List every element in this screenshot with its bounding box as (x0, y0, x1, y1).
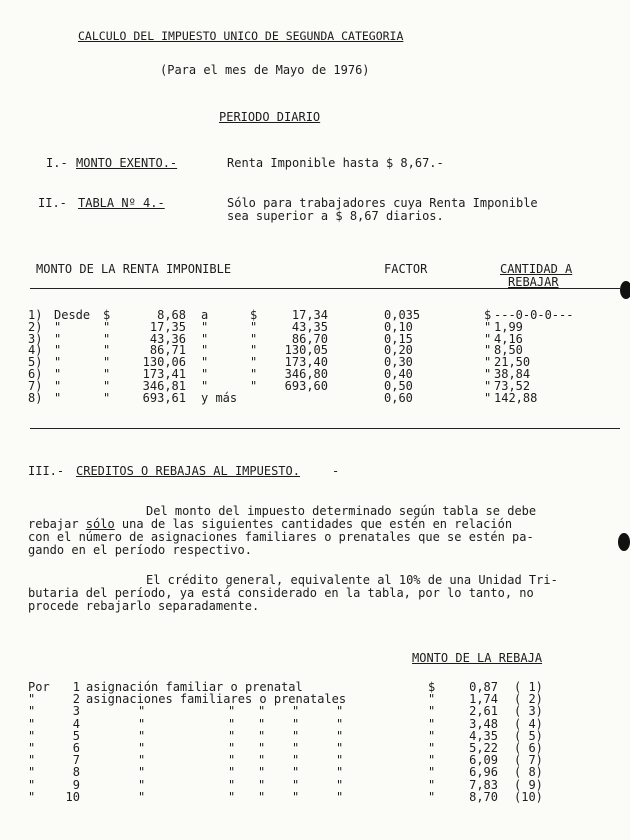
tax-cell-from: 693,61 (142, 390, 186, 405)
tax-cell-from: 346,81 (142, 378, 186, 393)
rebaja-cell-ref: (10) (514, 789, 543, 804)
rebaja-cell-ditto: " (258, 728, 266, 743)
tax-cell-num: 5) (28, 355, 43, 370)
rebaja-cell-ditto: " (292, 716, 300, 731)
tax-cell-rebaja: 1,99 (494, 319, 523, 334)
tax-cell-a: " (201, 355, 209, 370)
rebaja-cell-amount: 6,96 (469, 765, 498, 780)
rebaja-cell-ditto: " (228, 728, 236, 743)
section1-number: I.- (46, 156, 68, 170)
tax-cell-a: a (201, 308, 209, 322)
rebaja-cell-currency: " (428, 716, 436, 731)
tax-cell-cur2: $ (250, 308, 258, 322)
tax-cell-a: " (201, 367, 209, 381)
rebaja-cell-ditto: " (292, 753, 300, 768)
tax-cell-factor: 0,10 (384, 319, 413, 334)
rebaja-cell-ditto: " (336, 777, 344, 792)
rebaja-cell-amount: 8,70 (469, 789, 498, 804)
rebaja-cell-por: " (28, 777, 36, 792)
rebaja-cell-por: " (28, 789, 36, 804)
rebaja-cell-ref: ( 4) (514, 716, 543, 731)
tax-cell-rebaja: 142,88 (494, 390, 538, 405)
rebaja-cell-ditto: " (258, 789, 266, 804)
rebaja-cell-ditto: " (258, 777, 266, 792)
table-bottom-rule (30, 428, 620, 429)
tax-cell-to: 86,70 (291, 331, 328, 346)
tax-cell-cur3: " (484, 390, 492, 405)
rebaja-cell-ditto: " (138, 753, 146, 768)
rebaja-cell-number: 6 (72, 741, 80, 755)
rebaja-cell-ditto: " (138, 728, 146, 743)
tax-cell-num: 2) (28, 319, 43, 334)
rebaja-cell-currency: " (428, 789, 436, 804)
tax-cell-desde: " (54, 343, 62, 358)
tax-cell-to: 17,34 (291, 308, 328, 322)
tax-cell-cur3: " (484, 319, 492, 334)
rebaja-cell-ditto: " (228, 753, 236, 768)
rebaja-cell-ditto: " (138, 716, 146, 731)
rebaja-cell-ditto: " (228, 704, 236, 719)
tax-cell-cur3: " (484, 343, 492, 358)
rebaja-cell-ditto: " (292, 728, 300, 743)
tax-cell-cur2: " (250, 355, 258, 370)
tax-cell-to: 346,80 (284, 367, 328, 381)
tax-cell-cur1: $ (103, 308, 111, 322)
rebaja-cell-ditto: " (336, 704, 344, 719)
section3-suffix: - (332, 464, 340, 478)
rebaja-cell-ref: ( 8) (514, 765, 543, 780)
table-header-rule (30, 288, 620, 289)
rebaja-cell-amount: 3,48 (469, 716, 498, 731)
tax-cell-num: 3) (28, 331, 43, 346)
section2-label: TABLA Nº 4.- (78, 196, 165, 210)
rebaja-cell-ditto: " (292, 765, 300, 780)
rebaja-cell-number: 3 (72, 704, 80, 719)
rebaja-cell-ditto: " (138, 765, 146, 780)
rebaja-cell-ditto: " (138, 741, 146, 755)
rebaja-cell-currency: " (428, 741, 436, 755)
rebaja-cell-number: 2 (72, 692, 80, 707)
rebaja-cell-ditto: " (336, 789, 344, 804)
rebaja-cell-ref: ( 2) (514, 692, 543, 707)
tax-cell-factor: 0,40 (384, 367, 413, 381)
tax-cell-factor: 0,20 (384, 343, 413, 358)
tax-cell-cur1: " (103, 390, 111, 405)
rebaja-cell-ditto: " (292, 741, 300, 755)
tax-cell-cur1: " (103, 343, 111, 358)
rebaja-cell-ditto: " (336, 765, 344, 780)
tax-cell-to: 130,05 (284, 343, 328, 358)
rebaja-cell-ditto: " (336, 728, 344, 743)
rebaja-cell-currency: " (428, 777, 436, 792)
tax-cell-rebaja: 8,50 (494, 343, 523, 358)
tax-cell-cur2: " (250, 367, 258, 381)
rebaja-cell-ditto: " (258, 741, 266, 755)
tax-cell-factor: 0,035 (384, 308, 421, 322)
tax-cell-cur2: " (250, 319, 258, 334)
tax-cell-desde: " (54, 331, 62, 346)
rebaja-cell-amount: 6,09 (469, 753, 498, 768)
rebaja-cell-ditto: " (228, 789, 236, 804)
tax-cell-cur1: " (103, 378, 111, 393)
paragraph1-line1: Del monto del impuesto determinado según tabla se debe (146, 504, 537, 518)
rebaja-cell-currency: " (428, 753, 436, 768)
tax-cell-num: 8) (28, 390, 43, 405)
tax-cell-rebaja: 21,50 (494, 355, 531, 370)
tax-cell-cur3: " (484, 355, 492, 370)
rebaja-cell-number: 1 (72, 680, 80, 694)
tax-cell-factor: 0,15 (384, 331, 413, 346)
rebaja-cell-number: 9 (72, 777, 80, 792)
tax-cell-factor: 0,30 (384, 355, 413, 370)
tax-cell-rebaja: 4,16 (494, 331, 523, 346)
rebaja-cell-ditto: " (228, 716, 236, 731)
rebaja-cell-currency: " (428, 692, 436, 707)
tax-cell-a: " (201, 343, 209, 358)
rebaja-cell-por: Por (28, 680, 50, 694)
rebaja-cell-amount: 2,61 (469, 704, 498, 719)
section3-number: III.- (28, 464, 65, 478)
rebaja-cell-number: 10 (65, 789, 80, 804)
rebaja-cell-por: " (28, 704, 36, 719)
tax-cell-desde: " (54, 390, 62, 405)
tax-cell-rebaja: 73,52 (494, 378, 531, 393)
punch-hole-top (620, 281, 630, 299)
tax-cell-num: 6) (28, 367, 43, 381)
tax-cell-desde: " (54, 367, 62, 381)
rebaja-cell-amount: 1,74 (469, 692, 498, 707)
rebaja-cell-number: 4 (72, 716, 80, 731)
rebaja-cell-currency: " (428, 704, 436, 719)
tax-cell-desde: " (54, 378, 62, 393)
rebaja-cell-ditto: " (138, 704, 146, 719)
tax-cell-factor: 0,50 (384, 378, 413, 393)
rebaja-cell-amount: 0,87 (469, 680, 498, 694)
tax-cell-desde: " (54, 319, 62, 334)
rebaja-cell-ref: ( 9) (514, 777, 543, 792)
tax-cell-cur3: " (484, 367, 492, 381)
rebaja-cell-description: asignación familiar o prenatal (86, 680, 303, 694)
rebaja-cell-ditto: " (336, 741, 344, 755)
paragraph1-line2-post: una de las siguientes cantidades que estén en relación (114, 517, 513, 531)
tax-cell-rebaja: ---0-0-0--- (494, 308, 574, 322)
paragraph2-line3: procede rebajarlo separadamente. (28, 599, 260, 613)
rebaja-cell-ditto: " (138, 789, 146, 804)
rebaja-cell-description: asignaciones familiares o prenatales (86, 692, 347, 707)
rebaja-cell-por: " (28, 741, 36, 755)
punch-hole-bottom (618, 533, 630, 551)
tax-cell-cur2: " (250, 378, 258, 393)
tax-cell-cur2: " (250, 331, 258, 346)
tax-cell-cur1: " (103, 331, 111, 346)
rebaja-cell-ditto: " (258, 704, 266, 719)
rebaja-cell-ref: ( 6) (514, 741, 543, 755)
tax-cell-a: " (201, 331, 209, 346)
tax-cell-num: 1) (28, 308, 43, 322)
section2-line1: Sólo para trabajadores cuya Renta Imponible (227, 196, 538, 210)
tax-cell-cur3: " (484, 378, 492, 393)
tax-cell-rebaja: 38,84 (494, 367, 531, 381)
rebaja-cell-amount: 7,83 (469, 777, 498, 792)
section1-text: Renta Imponible hasta $ 8,67.- (227, 156, 444, 170)
rebaja-cell-amount: 4,35 (469, 728, 498, 743)
paragraph1-line3: con el número de asignaciones familiares o prenatales que se estén pa- (28, 530, 534, 544)
tax-cell-num: 7) (28, 378, 43, 393)
rebaja-cell-ref: ( 5) (514, 728, 543, 743)
header-cantidad-line1: CANTIDAD A (500, 262, 573, 276)
paragraph1-line2-pre: rebajar (28, 517, 86, 531)
header-monto: MONTO DE LA RENTA IMPONIBLE (36, 262, 232, 276)
paragraph1-line4: gando en el período respectivo. (28, 543, 252, 557)
paragraph1-emphasis: sólo (85, 517, 115, 531)
rebaja-cell-number: 8 (72, 765, 80, 780)
rebaja-cell-ditto: " (228, 741, 236, 755)
rebaja-cell-ditto: " (228, 777, 236, 792)
rebaja-cell-por: " (28, 692, 36, 707)
tax-cell-cur1: " (103, 367, 111, 381)
tax-cell-to: 43,35 (291, 319, 328, 334)
document-title: CALCULO DEL IMPUESTO UNICO DE SEGUNDA CATEGORIA (78, 29, 404, 43)
tax-cell-cur1: " (103, 319, 111, 334)
rebaja-cell-ditto: " (228, 765, 236, 780)
tax-cell-cur3: " (484, 331, 492, 346)
tax-cell-desde: " (54, 355, 62, 370)
section2-number: II.- (38, 196, 67, 210)
tax-cell-a: " (201, 319, 209, 334)
rebaja-cell-ditto: " (258, 753, 266, 768)
section3-label: CREDITOS O REBAJAS AL IMPUESTO. (76, 464, 300, 478)
rebaja-cell-ditto: " (292, 777, 300, 792)
rebaja-cell-ditto: " (336, 716, 344, 731)
tax-cell-to: 173,40 (284, 355, 328, 370)
rebaja-cell-ditto: " (258, 716, 266, 731)
header-cantidad-line2: REBAJAR (508, 275, 559, 289)
period-heading: PERIODO DIARIO (219, 110, 321, 124)
paragraph2-line2: butaria del período, ya está considerado en la tabla, por lo tanto, no (28, 586, 534, 600)
rebaja-cell-ditto: " (292, 704, 300, 719)
section1-label: MONTO EXENTO.- (76, 156, 178, 170)
tax-cell-from: 130,06 (142, 355, 186, 370)
rebaja-cell-por: " (28, 728, 36, 743)
tax-cell-num: 4) (28, 343, 43, 358)
tax-cell-cur1: " (103, 355, 111, 370)
tax-cell-from: 86,71 (149, 343, 186, 358)
rebaja-cell-number: 5 (72, 728, 80, 743)
rebaja-cell-number: 7 (72, 753, 80, 768)
tax-cell-desde: Desde (54, 308, 91, 322)
rebaja-cell-ref: ( 1) (514, 680, 543, 694)
document-subtitle: (Para el mes de Mayo de 1976) (160, 63, 370, 77)
rebaja-cell-currency: " (428, 765, 436, 780)
tax-cell-from: 17,35 (149, 319, 186, 334)
tax-cell-from: 43,36 (149, 331, 186, 346)
rebaja-cell-ref: ( 3) (514, 704, 543, 719)
rebaja-cell-ditto: " (336, 753, 344, 768)
rebaja-cell-currency: $ (428, 680, 436, 694)
rebaja-cell-ditto: " (258, 765, 266, 780)
rebaja-cell-amount: 5,22 (469, 741, 498, 755)
tax-cell-a: " (201, 378, 209, 393)
rebaja-cell-ref: ( 7) (514, 753, 543, 768)
rebaja-cell-currency: " (428, 728, 436, 743)
tax-cell-from: 173,41 (142, 367, 186, 381)
paragraph1-line2 (28, 518, 512, 530)
rebaja-cell-por: " (28, 716, 36, 731)
tax-cell-cur3: $ (484, 308, 492, 322)
tax-cell-from: 8,68 (157, 308, 186, 322)
rebaja-cell-por: " (28, 753, 36, 768)
section2-line2: sea superior a $ 8,67 diarios. (227, 209, 444, 223)
tax-cell-to: 693,60 (284, 378, 328, 393)
tax-cell-a: y más (201, 390, 238, 405)
paragraph2-line1: El crédito general, equivalente al 10% de una Unidad Tri- (146, 573, 558, 587)
tax-cell-factor: 0,60 (384, 390, 413, 405)
rebaja-cell-por: " (28, 765, 36, 780)
rebaja-cell-ditto: " (138, 777, 146, 792)
rebaja-header: MONTO DE LA REBAJA (412, 651, 543, 665)
tax-cell-cur2: " (250, 343, 258, 358)
header-factor: FACTOR (384, 262, 428, 276)
rebaja-cell-ditto: " (292, 789, 300, 804)
